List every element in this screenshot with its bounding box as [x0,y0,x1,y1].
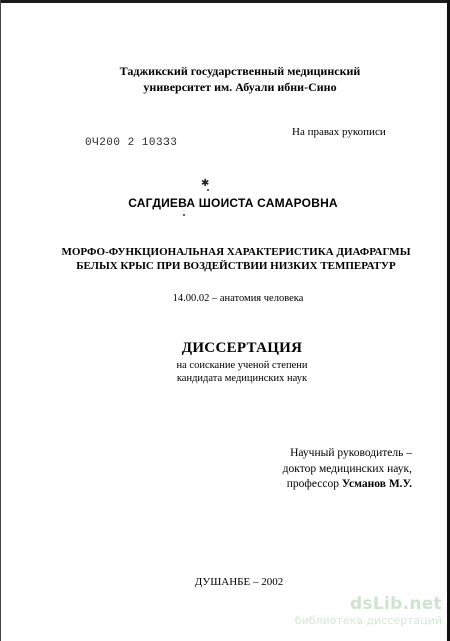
site-watermark [295,596,442,626]
advisor-line-1: Научный руководитель – [290,447,412,459]
dissertation-topic [0,245,450,273]
advisor-line-3 [283,477,412,493]
institution-line-1: Таджикский государственный медицинский [119,64,361,78]
archive-stamp: 0Ч200 2 103З3 [85,137,178,149]
watermark-logo: dsLib.net [349,594,442,614]
topic-line-2: БЕЛЫХ КРЫС ПРИ ВОЗДЕЙСТВИИ НИЗКИХ ТЕМПЕРАТУР [76,260,396,272]
scan-edge-left [0,0,1,641]
advisor-rank: профессор [286,478,339,490]
advisor-name: Усманов М.У. [341,478,412,490]
watermark-caption: библиотека диссертаций [294,614,442,627]
city-year: ДУШАНБЕ – 2002 [194,576,284,588]
specialty-code: 14.00.02 – анатомия человека [172,293,304,304]
topic-line-1: МОРФО-ФУНКЦИОНАЛЬНАЯ ХАРАКТЕРИСТИКА ДИАФРАГМЫ [61,246,411,258]
degree-line-1: на соискание ученой степени [176,360,308,371]
document-type-heading: ДИССЕРТАЦИЯ [181,340,303,356]
scan-edge-top [0,0,450,3]
advisor-line-2: доктор медицинских наук, [282,462,412,475]
author-name: САГДИЕВА ШОИСТА САМАРОВНА [128,196,338,210]
degree-description [0,359,450,385]
institution-header [0,63,450,95]
scientific-advisor [283,446,412,493]
ink-mark-icon: ✱ [201,178,210,189]
scan-speck [207,189,209,191]
degree-line-2: кандидата медицинских наук [176,373,308,384]
institution-line-2: университет им. Абуали ибни-Сино [143,80,337,94]
manuscript-rights-note: На правах рукописи [292,126,386,138]
scan-speck [183,214,185,216]
